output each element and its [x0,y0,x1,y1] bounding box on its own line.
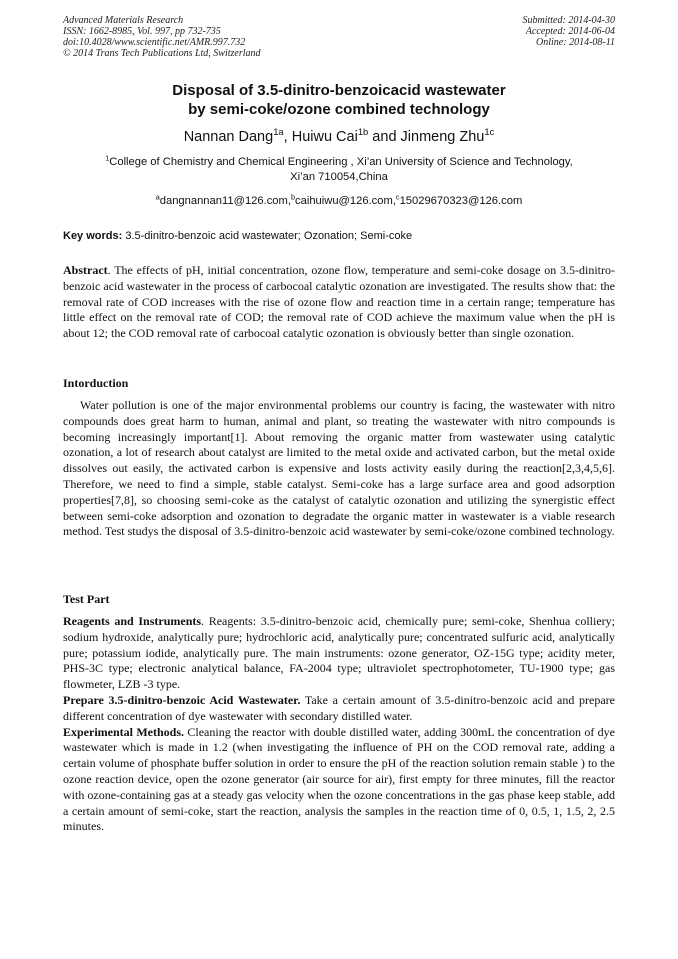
test-part-section [63,614,615,835]
accepted-date: Accepted: 2014-06-04 [525,26,615,37]
email-a-sup: a [155,192,160,202]
paper-title [60,81,618,119]
methods-text: Cleaning the reactor with double distilled water, adding 300mL the concentration of dye wastewater which is made in 1.2 (when investigating the influence of PH on the COD removal rate, adding a certain volume of phosphate buffer solution in order to ensure the pH of the reaction solution remain stable ) to the ozone reaction device, open the ozone generator (air source for air), first empty for three minutes, fill the reactor with ozone-containing gas at a steady gas velocity when the ozone concentrations in the gas phase keep stable, add a certain amount of semi-coke, start the reaction, analysis the samples in the reaction time of 0, 0.5, 1, 1.5, 2, 2.5 minutes. [63,724,616,834]
author-3: and Jinmeng Zhu [368,129,485,145]
author-1: Nannan Dang [183,129,274,145]
test-part-heading: Test Part [63,592,110,606]
author-3-sup: 1c [484,126,495,138]
online-date: Online: 2014-08-11 [536,37,615,48]
affiliation [60,155,618,185]
title-line-2: by semi-coke/ozone combined technology [188,101,490,118]
introduction-text: Water pollution is one of the major environmental problems our country is facing, the wastewater with nitro compounds does great harm to human, animal and plant, so treating the wastewater with nitro compounds is becoming increasingly important[1]. About removing the organic matter from wastewater using catalytic ozonation, a lot of research about catalyst are limited to the metal oxide and activated carbon, but the metal oxide dissolves out easily, the activated carbon is expensive and losts activity easily during the reaction[2,3,4,5,6]. Therefore, we need to find a simple, stable catalyst. Semi-coke has a large surface area and good adsorption properties[7,8], so choosing semi-coke as the catalyst of catalytic ozonation and utilizing the synergistic effect between semi-coke adsorption and ozonation to degradate the organic matter in wastewater is a viable research method. Test studys the disposal of 3.5-dinitro-benzoic acid wastewater by semi-coke/ozone combined technology. [63,398,615,539]
introduction-heading: Intorduction [63,376,129,390]
abstract [63,263,615,342]
keywords-label: Key words: [63,230,123,242]
issn-line: ISSN: 1662-8985, Vol. 997, pp 732-735 [63,26,221,37]
copyright-line: © 2014 Trans Tech Publications Ltd, Switzerland [63,48,261,59]
prepare-label: Prepare 3.5-dinitro-benzoic Acid Wastewater. [63,692,301,707]
reagents-text: . Reagents: 3.5-dinitro-benzoic acid, chemically pure; semi-coke, Shenhua colliery; sodium hydroxide, analytically pure; hydrochloric acid, analytically pure; concentrated sulfuric acid, analytically pure; potassium iodide, analytically pure. The main instruments: ozone generator, OZ-15G type; acidity meter, PHS-3C type; electronic analytical balance, FA-2004 type; ultraviolet spectrophotometer, TU-1900 type; gas flowmeter, LZB -3 type. [63,614,616,692]
journal-name: Advanced Materials Research [63,15,184,26]
email-c[interactable]: 15029670323@126.com [399,195,523,207]
email-c-sup: c [395,192,400,202]
email-a[interactable]: dangnannan11@126.com, [159,195,291,207]
affiliation-line-2: Xi’an 710054,China [290,171,388,183]
keywords [63,229,615,243]
journal-header [63,15,261,59]
submitted-date: Submitted: 2014-04-30 [522,15,615,26]
affiliation-line-1: College of Chemistry and Chemical Engineering , Xi’an University of Science and Technology, [109,156,573,168]
keywords-text: 3.5-dinitro-benzoic acid wastewater; Ozonation; Semi-coke [122,230,413,242]
affiliation-sup: 1 [105,153,110,163]
abstract-text: . The effects of pH, initial concentration, ozone flow, temperature and semi-coke dosage on 3.5-dinitro-benzoic acid wastewater in the process of carbocoal catalytic ozonation are investigated. The results show that: the removal rate of COD increases with the rise of ozone flow and reaction time in a certain range; temperature has little effect on the removal rate of COD; the removal rate of COD achieve the maximum value when the pH is about 12; the COD removal rate of carbocoal catalytic ozonation is obviously better than single ozonation. [63,263,615,341]
author-list [60,128,618,146]
dates-header [523,15,616,48]
email-list [60,194,618,208]
doi-line[interactable]: doi:10.4028/www.scientific.net/AMR.997.732 [63,37,246,48]
author-2-sup: 1b [357,126,369,138]
prepare-paragraph [63,693,615,725]
abstract-label: Abstract [63,263,108,277]
email-b[interactable]: caihuiwu@126.com, [295,195,396,207]
methods-paragraph [63,725,615,836]
author-1-sup: 1a [273,126,284,138]
prepare-text: Take a certain amount of 3.5-dinitro-benzoic acid and prepare different concentration of dye wastewater with secondary distilled water. [63,692,615,723]
email-b-sup: b [290,192,296,202]
reagents-label: Reagents and Instruments [63,614,202,628]
reagents-paragraph [63,614,615,693]
methods-label: Experimental Methods. [63,724,185,739]
author-2: , Huiwu Cai [283,129,358,145]
title-line-1: Disposal of 3.5-dinitro-benzoicacid wastewater [172,82,506,99]
